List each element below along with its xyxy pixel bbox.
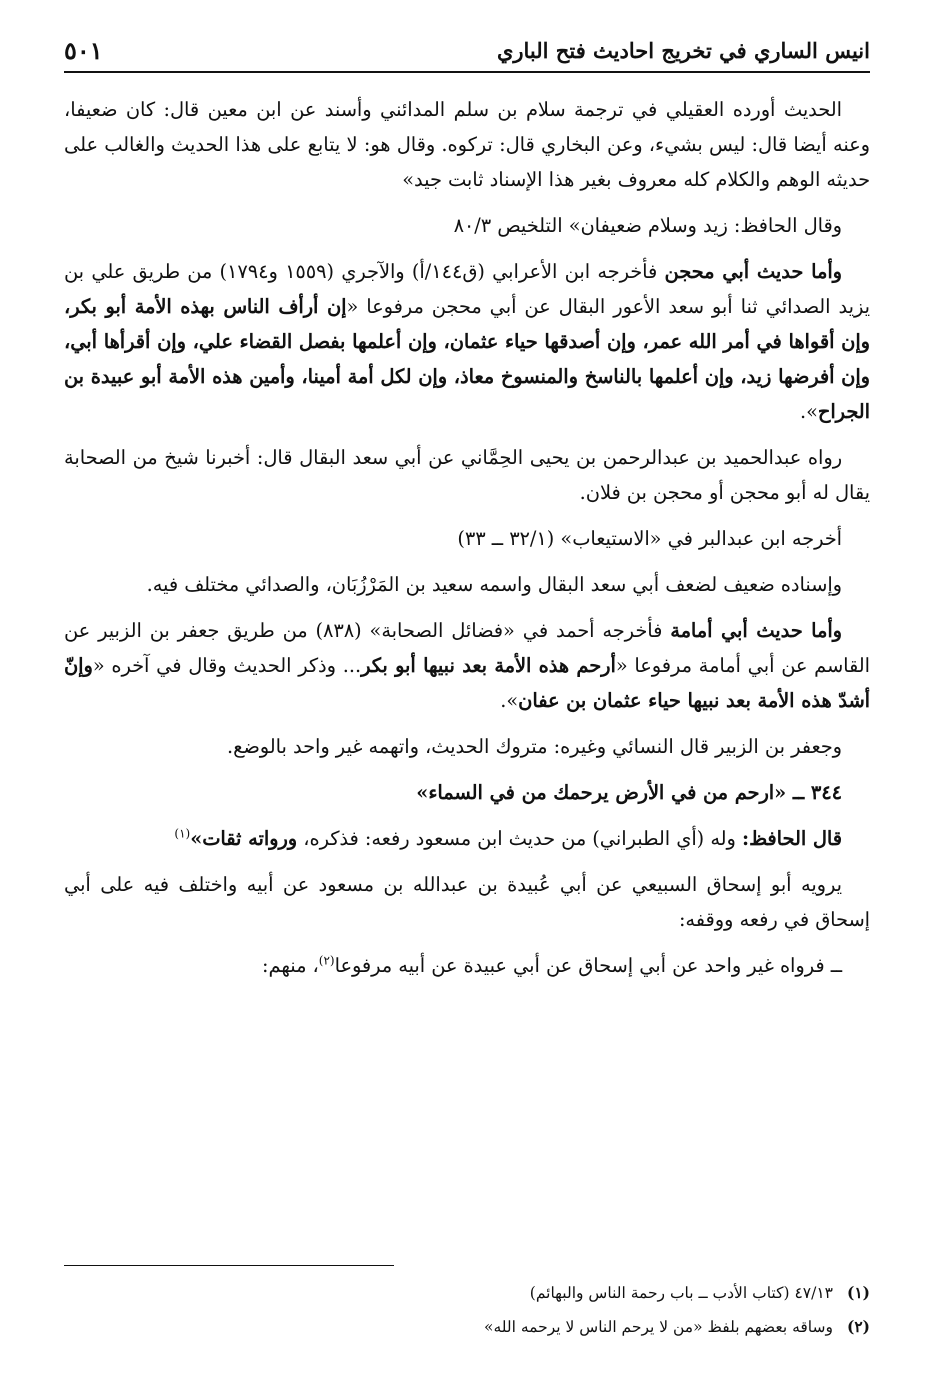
footnote-reference[interactable]: (٢) [318, 953, 335, 968]
text-run: ». [799, 400, 818, 423]
text-run: يرويه أبو إسحاق السبيعي عن أبي عُبيدة بن عبدالله بن مسعود عن أبيه واختلف فيه على أبي إسحاق في رفعه ووقفه: [64, 873, 870, 931]
page-header [64, 30, 870, 72]
text-run: وقال الحافظ: زيد وسلام ضعيفان» التلخيص ٨٠/٣ [453, 214, 842, 237]
bold-text: وأما حديث أبي محجن [664, 260, 842, 283]
text-run: ، منهم: [262, 954, 319, 977]
paragraph-p1 [64, 92, 870, 197]
bold-text: إن أرأف الناس بهذه الأمة أبو بكر، وإن أقواها في أمر الله عمر، وإن أصدقها حياء عثمان، وإن أعلمها بفصل القضاء علي، وإن أقرأها أبي، وإن أفرضها زيد، وإن أعلمها بالناسخ والمنسوخ معاذ، وإن لكل أمة أمينا، وأمين هذه الأمة أبو عبيدة بن الجراح [64, 295, 870, 423]
paragraph-p11 [64, 867, 870, 937]
text-run: الحديث أورده العقيلي في ترجمة سلام بن سلم المدائني وأسند عن ابن معين قال: كان ضعيفا، وعنه أيضا قال: ليس بشيء، وعن البخاري قال: تركوه. وقال هو: لا يتابع على هذا الحديث والغالب على حديثه الوهم والكلام كله معروف بغير هذا الإسناد ثابت جيد» [64, 98, 870, 191]
text-run: ــ فرواه غير واحد عن أبي إسحاق عن أبي عبيدة عن أبيه مرفوعا [334, 954, 842, 977]
text-run: رواه عبدالحميد بن عبدالرحمن بن يحيى الحِمَّاني عن أبي سعد البقال قال: أخبرنا شيخ من الصحابة يقال له أبو محجن أو محجن بن فلان. [64, 446, 870, 504]
text-run: فأخرجه ابن الأعرابي (ق١٤٤/أ) والآجري (١٥٥٩ و١٧٩٤) من طريق علي بن يزيد الصدائي ثنا أبو سعد الأعور البقال عن أبي محجن مرفوعا « [64, 260, 870, 318]
footnote-1 [64, 1276, 870, 1310]
footnote-2 [64, 1310, 870, 1344]
footnotes [64, 1276, 870, 1344]
footnote-reference[interactable]: (١) [174, 826, 191, 841]
paragraph-p8 [64, 729, 870, 764]
footnote-text: وساقه بعضهم بلفظ «من لا يرحم الناس لا يرحمه الله» [483, 1318, 833, 1336]
paragraph-p4 [64, 440, 870, 510]
paragraph-p10 [64, 821, 870, 856]
footnote-text: ٤٧/١٣ (كتاب الأدب ــ باب رحمة الناس والبهائم) [529, 1284, 833, 1302]
text-run: ». [500, 689, 519, 712]
bold-text: قال الحافظ: [741, 827, 842, 850]
footnote-number: (١) [846, 1283, 870, 1302]
paragraph-p9 [64, 775, 870, 810]
paragraph-p3 [64, 254, 870, 429]
text-run: وله (أي الطبراني) من حديث ابن مسعود رفعه: فذكره، [297, 827, 742, 850]
paragraph-p12 [64, 948, 870, 983]
footnote-number: (٢) [846, 1317, 870, 1336]
page-number: ٥٠١ [64, 36, 103, 65]
paragraph-p6 [64, 567, 870, 602]
text-run: أخرجه ابن عبدالبر في «الاستيعاب» (٣٢/١ ــ ٣٣) [457, 527, 842, 550]
bold-text: وأما حديث أبي أمامة [670, 619, 842, 642]
text-run: ... وذكر الحديث وقال في آخره « [92, 654, 362, 677]
bold-text: وإنّ أشدّ هذه الأمة بعد نبيها حياء عثمان بن عفان [64, 654, 870, 712]
footnote-separator [64, 1265, 394, 1266]
text-run: وجعفر بن الزبير قال النسائي وغيره: متروك الحديث، واتهمه غير واحد بالوضع. [227, 735, 842, 758]
paragraph-p7 [64, 613, 870, 718]
body-text [64, 92, 870, 994]
paragraph-p2 [64, 208, 870, 243]
bold-text: ورواته ثقات» [190, 827, 298, 850]
bold-text: أرحم هذه الأمة بعد نبيها أبو بكر [361, 654, 616, 677]
text-run: ٣٤٤ ــ «ارحم من في الأرض يرحمك من في السماء» [416, 781, 842, 804]
document-page [64, 30, 870, 1336]
text-run: فأخرجه أحمد في «فضائل الصحابة» (٨٣٨) من طريق جعفر بن الزبير عن القاسم عن أبي أمامة مرفوعا « [64, 619, 870, 677]
header-rule [64, 71, 870, 73]
paragraph-p5 [64, 521, 870, 556]
running-title: انيس الساري في تخريج احاديث فتح الباري [496, 38, 870, 63]
text-run: وإسناده ضعيف لضعف أبي سعد البقال واسمه سعيد بن المَرْزُبَان، والصدائي مختلف فيه. [146, 573, 842, 596]
